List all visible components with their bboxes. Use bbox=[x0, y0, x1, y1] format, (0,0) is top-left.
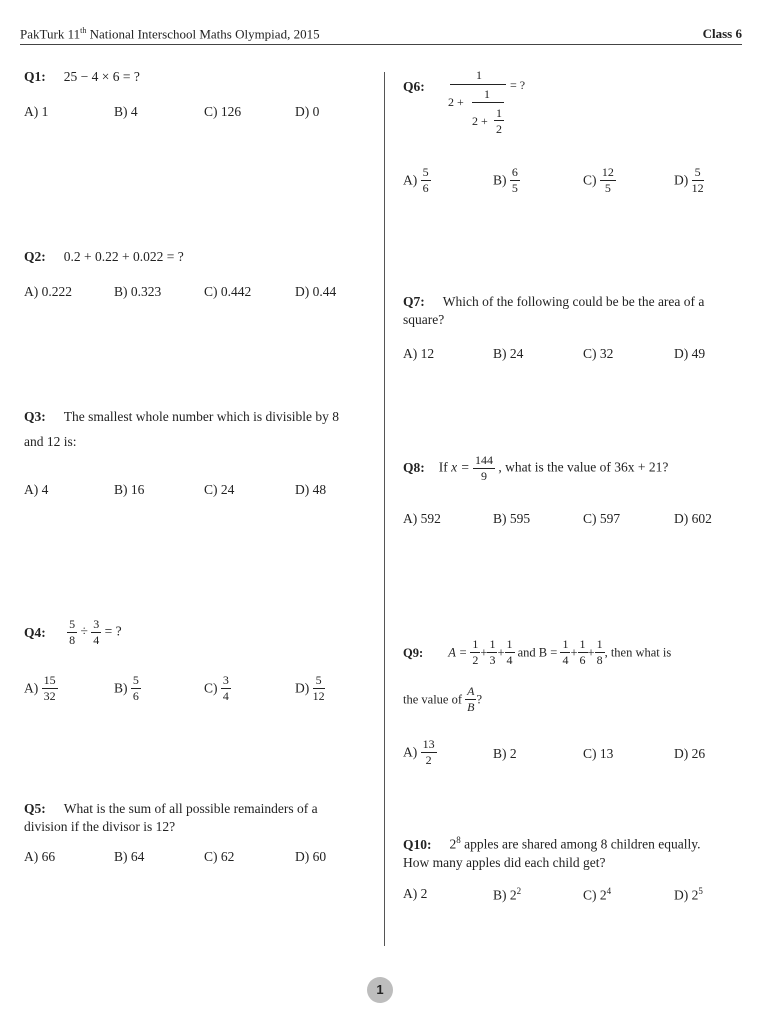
option-c[interactable]: C) 62 bbox=[204, 849, 235, 864]
page-header bbox=[20, 24, 742, 45]
question-6-options bbox=[403, 166, 743, 202]
option-c[interactable]: C) 0.442 bbox=[204, 284, 252, 299]
question-3: Q3: The smallest whole number which is divisible by 8 bbox=[24, 409, 339, 424]
option-c[interactable]: C) 597 bbox=[583, 511, 621, 526]
option-c[interactable]: C) 13 bbox=[583, 746, 614, 761]
option-d[interactable]: D) $\frac{5}{12}$ bbox=[674, 165, 704, 195]
option-b[interactable]: B) 64 bbox=[114, 849, 145, 864]
option-d[interactable]: D) $\frac{5}{12}$ bbox=[295, 673, 325, 703]
question-1: Q1: 25 − 4 × 6 = ? bbox=[24, 69, 140, 84]
column-divider bbox=[384, 72, 385, 946]
option-a[interactable]: A) 0.222 bbox=[24, 284, 72, 299]
option-b[interactable]: B) 0.323 bbox=[114, 284, 162, 299]
option-d[interactable]: D) 48 bbox=[295, 482, 327, 497]
question-6-continued-fraction: 1 2 + 1 2 + 1 2 = ? bbox=[448, 68, 526, 136]
option-a[interactable]: A) 1 bbox=[24, 104, 49, 119]
option-c[interactable]: C) 32 bbox=[583, 346, 614, 361]
question-4-options bbox=[24, 674, 364, 710]
question-2: Q2: 0.2 + 0.22 + 0.022 = ? bbox=[24, 249, 184, 264]
option-d[interactable]: D) 49 bbox=[674, 346, 706, 361]
option-a[interactable]: A) 12 bbox=[403, 346, 435, 361]
option-a[interactable]: A) 4 bbox=[24, 482, 49, 497]
option-c[interactable]: C) $2^4$ bbox=[583, 886, 612, 903]
question-3-text-cont: and 12 is: bbox=[24, 434, 77, 449]
option-c[interactable]: C) 126 bbox=[204, 104, 242, 119]
option-d[interactable]: D) 60 bbox=[295, 849, 327, 864]
question-9: Q9: A = $\frac{1}{2}$ + $\frac{1}{3}$ + $\frac{1}{4}$ and B = $\frac{1}{4}$ + $\frac{1}{6}$ + $\frac{1}{8}$ , then what is bbox=[403, 637, 672, 667]
option-b[interactable]: B) $2^2$ bbox=[493, 886, 522, 903]
fraction: $\frac{5}{8}$ bbox=[69, 617, 76, 647]
question-2-options bbox=[24, 284, 364, 304]
question-8-options bbox=[403, 511, 743, 531]
option-a[interactable]: A) $\frac{15}{32}$ bbox=[24, 673, 56, 703]
option-b[interactable]: B) 595 bbox=[493, 511, 531, 526]
option-a[interactable]: A) 2 bbox=[403, 886, 428, 901]
option-b[interactable]: B) 16 bbox=[114, 482, 145, 497]
question-3-options bbox=[24, 482, 364, 502]
option-d[interactable]: D) 26 bbox=[674, 746, 706, 761]
option-b[interactable]: B) 2 bbox=[493, 746, 517, 761]
header-class-label: Class 6 bbox=[702, 26, 742, 41]
option-b[interactable]: B) $\frac{6}{5}$ bbox=[493, 165, 518, 195]
question-10: Q10: $2^8$ apples are shared among 8 children equally. How many apples did each child get? bbox=[403, 835, 701, 870]
option-b[interactable]: B) 4 bbox=[114, 104, 138, 119]
option-c[interactable]: C) 24 bbox=[204, 482, 235, 497]
option-d[interactable]: D) 602 bbox=[674, 511, 712, 526]
option-d[interactable]: D) $2^5$ bbox=[674, 886, 703, 903]
option-b[interactable]: B) $\frac{5}{6}$ bbox=[114, 673, 139, 703]
option-d[interactable]: D) 0 bbox=[295, 104, 320, 119]
option-a[interactable]: A) $\frac{5}{6}$ bbox=[403, 165, 429, 195]
question-1-options bbox=[24, 104, 364, 124]
page-number-badge: 1 bbox=[367, 977, 393, 1003]
question-8: Q8: If x = $\frac{144}{9}$ , what is the value of 36x + 21? bbox=[403, 453, 669, 483]
option-a[interactable]: A) $\frac{13}{2}$ bbox=[403, 737, 435, 767]
question-5: Q5: What is the sum of all possible remainders of a division if the divisor is 12? bbox=[24, 801, 318, 834]
question-10-options bbox=[403, 886, 743, 906]
option-c[interactable]: C) $\frac{3}{4}$ bbox=[204, 673, 229, 703]
header-title: PakTurk 11th National Interschool Maths Olympiad, 2015 bbox=[20, 26, 320, 42]
question-9-options bbox=[403, 738, 743, 774]
option-a[interactable]: A) 592 bbox=[403, 511, 441, 526]
question-6-label: Q6: bbox=[403, 79, 425, 94]
question-7-options bbox=[403, 346, 743, 366]
option-c[interactable]: C) $\frac{12}{5}$ bbox=[583, 165, 614, 195]
question-5-options bbox=[24, 849, 364, 869]
question-9-cont: the value of $\frac{A}{B}$ ? bbox=[403, 684, 483, 714]
option-b[interactable]: B) 24 bbox=[493, 346, 524, 361]
question-4: Q4: $\frac{5}{8}$ ÷ $\frac{3}{4}$ = ? bbox=[24, 617, 122, 647]
fraction: $\frac{3}{4}$ bbox=[93, 617, 100, 647]
option-d[interactable]: D) 0.44 bbox=[295, 284, 337, 299]
option-a[interactable]: A) 66 bbox=[24, 849, 56, 864]
question-7: Q7: Which of the following could be be the area of a square? bbox=[403, 294, 705, 327]
fraction: $\frac{144}{9}$ bbox=[474, 453, 493, 483]
